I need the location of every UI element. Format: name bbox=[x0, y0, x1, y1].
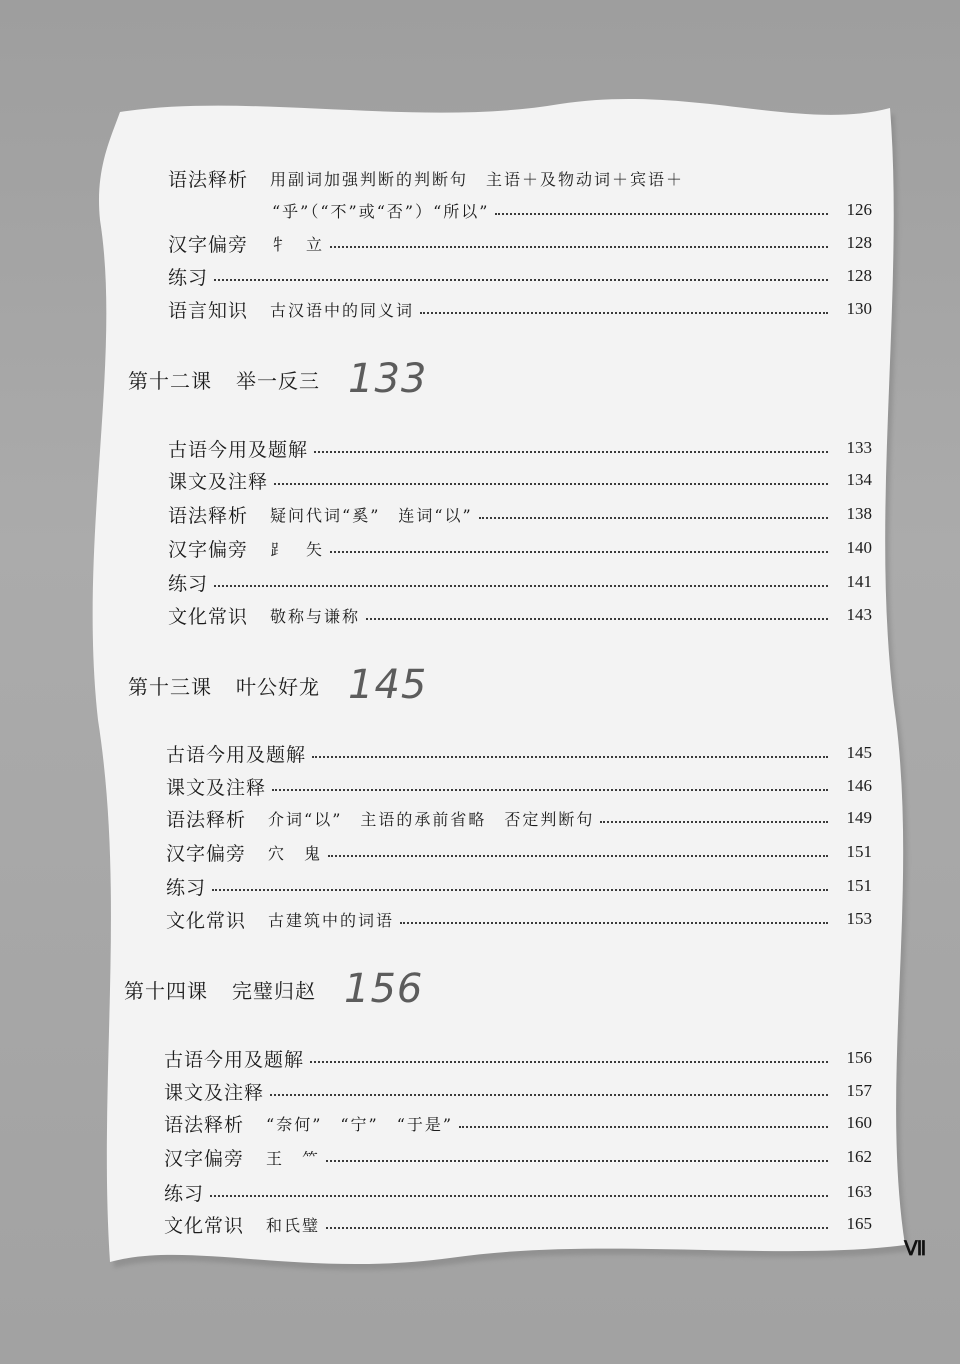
entry-text: 介词“以” 主语的承前省略 否定判断句 bbox=[268, 809, 595, 829]
lesson-heading[interactable] bbox=[128, 356, 427, 402]
toc-entry[interactable] bbox=[166, 803, 872, 833]
entry-category: 练习 bbox=[168, 266, 209, 289]
leader-dots bbox=[314, 451, 828, 453]
entry-category: 古语今用及题解 bbox=[166, 743, 307, 766]
entry-category: 文化常识 bbox=[168, 605, 249, 628]
entry-page: 130 bbox=[846, 299, 872, 318]
leader-dots bbox=[270, 1094, 828, 1096]
entry-page: 128 bbox=[846, 233, 872, 252]
entry-category: 文化常识 bbox=[166, 909, 247, 932]
leader-dots bbox=[459, 1126, 828, 1128]
toc-entry[interactable] bbox=[166, 871, 872, 901]
entry-page: 153 bbox=[846, 909, 872, 928]
toc-entry[interactable] bbox=[168, 499, 872, 529]
toc-entry[interactable] bbox=[168, 433, 872, 463]
entry-page: 145 bbox=[846, 743, 872, 762]
entry-page: 156 bbox=[846, 1048, 872, 1067]
entry-text: 古汉语中的同义词 bbox=[270, 300, 415, 320]
leader-dots bbox=[210, 1195, 828, 1197]
entry-text: “乎”（“不”或“否”）“所以” bbox=[272, 201, 490, 221]
entry-page: 133 bbox=[846, 438, 872, 457]
leader-dots bbox=[400, 922, 828, 924]
leader-dots bbox=[214, 279, 828, 281]
entry-text: 敬称与谦称 bbox=[270, 606, 361, 626]
handwritten-page-number: 133 bbox=[348, 356, 428, 402]
toc-entry[interactable] bbox=[168, 533, 872, 563]
entry-page: 134 bbox=[846, 470, 872, 489]
toc-entry[interactable] bbox=[166, 837, 872, 867]
toc-entry[interactable] bbox=[168, 261, 872, 291]
entry-page: 140 bbox=[846, 538, 872, 557]
entry-page: 149 bbox=[846, 808, 872, 827]
entry-page: 146 bbox=[846, 776, 872, 795]
entry-category: 语法释析 bbox=[166, 808, 247, 831]
lesson-number: 第十四课 bbox=[124, 978, 208, 1003]
entry-category: 练习 bbox=[164, 1182, 205, 1205]
leader-dots bbox=[274, 483, 828, 485]
entry-category: 练习 bbox=[168, 572, 209, 595]
leader-dots bbox=[326, 1160, 828, 1162]
toc-entry[interactable] bbox=[164, 1177, 872, 1207]
entry-category: 语法释析 bbox=[168, 168, 249, 191]
entry-category: 语言知识 bbox=[168, 299, 249, 322]
toc-entry[interactable] bbox=[166, 771, 872, 801]
entry-page: 141 bbox=[846, 572, 872, 591]
entry-page: 163 bbox=[846, 1182, 872, 1201]
leader-dots bbox=[479, 517, 828, 519]
toc-entry[interactable] bbox=[272, 195, 872, 225]
leader-dots bbox=[310, 1061, 828, 1063]
handwritten-page-number: 156 bbox=[344, 966, 424, 1012]
lesson-name: 叶公好龙 bbox=[236, 674, 320, 699]
lesson-heading[interactable] bbox=[124, 966, 423, 1012]
leader-dots bbox=[330, 551, 828, 553]
entry-category: 课文及注释 bbox=[166, 776, 267, 799]
toc-entry[interactable] bbox=[164, 1108, 872, 1138]
entry-page: 165 bbox=[846, 1214, 872, 1233]
entry-text: 穴 鬼 bbox=[268, 843, 323, 863]
entry-page: 160 bbox=[846, 1113, 872, 1132]
entry-category: 汉字偏旁 bbox=[168, 233, 249, 256]
entry-text: 古建筑中的词语 bbox=[268, 910, 395, 930]
entry-page: 143 bbox=[846, 605, 872, 624]
leader-dots bbox=[212, 889, 828, 891]
leader-dots bbox=[326, 1227, 828, 1229]
entry-category: 练习 bbox=[166, 876, 207, 899]
toc-entry[interactable] bbox=[168, 163, 868, 193]
leader-dots bbox=[328, 855, 828, 857]
lesson-heading[interactable] bbox=[128, 662, 427, 708]
entry-text: 用副词加强判断的判断句 主语＋及物动词＋宾语＋ bbox=[270, 169, 685, 189]
entry-category: 古语今用及题解 bbox=[164, 1048, 305, 1071]
leader-dots bbox=[272, 789, 828, 791]
entry-page: 126 bbox=[846, 200, 872, 219]
entry-category: 汉字偏旁 bbox=[164, 1147, 245, 1170]
page-number: Ⅶ bbox=[904, 1238, 925, 1260]
toc-entry[interactable] bbox=[164, 1142, 872, 1172]
handwritten-page-number: 145 bbox=[348, 662, 428, 708]
entry-category: 语法释析 bbox=[168, 504, 249, 527]
leader-dots bbox=[312, 756, 828, 758]
toc-entry[interactable] bbox=[164, 1043, 872, 1073]
toc-entry[interactable] bbox=[164, 1076, 872, 1106]
leader-dots bbox=[600, 821, 828, 823]
entry-page: 162 bbox=[846, 1147, 872, 1166]
entry-text: “奈何” “宁” “于是” bbox=[266, 1114, 454, 1134]
entry-text: 和氏璧 bbox=[266, 1215, 321, 1235]
entry-page: 128 bbox=[846, 266, 872, 285]
toc-entry[interactable] bbox=[168, 600, 872, 630]
entry-category: 古语今用及题解 bbox=[168, 438, 309, 461]
entry-category: 语法释析 bbox=[164, 1113, 245, 1136]
entry-page: 151 bbox=[846, 876, 872, 895]
entry-category: 汉字偏旁 bbox=[166, 842, 247, 865]
entry-text: 疑问代词“奚” 连词“以” bbox=[270, 505, 473, 525]
leader-dots bbox=[495, 213, 828, 215]
entry-page: 157 bbox=[846, 1081, 872, 1100]
leader-dots bbox=[366, 618, 828, 620]
toc-entry[interactable] bbox=[168, 228, 872, 258]
entry-category: 课文及注释 bbox=[168, 470, 269, 493]
lesson-number: 第十三课 bbox=[128, 674, 212, 699]
lesson-name: 完璧归赵 bbox=[232, 978, 316, 1003]
entry-page: 138 bbox=[846, 504, 872, 523]
lesson-name: 举一反三 bbox=[236, 368, 320, 393]
toc-entry[interactable] bbox=[166, 738, 872, 768]
entry-category: 文化常识 bbox=[164, 1214, 245, 1237]
entry-category: 课文及注释 bbox=[164, 1081, 265, 1104]
lesson-number: 第十二课 bbox=[128, 368, 212, 393]
leader-dots bbox=[420, 312, 828, 314]
entry-page: 151 bbox=[846, 842, 872, 861]
entry-category: 汉字偏旁 bbox=[168, 538, 249, 561]
entry-text: 牜 立 bbox=[270, 234, 325, 254]
toc-entry[interactable] bbox=[168, 294, 872, 324]
toc-entry[interactable] bbox=[166, 904, 872, 934]
toc-entry[interactable] bbox=[168, 465, 872, 495]
leader-dots bbox=[330, 246, 828, 248]
entry-text: ⻊ 矢 bbox=[270, 539, 325, 559]
entry-text: 王 ⺮ bbox=[266, 1148, 321, 1168]
toc-entry[interactable] bbox=[168, 567, 872, 597]
leader-dots bbox=[214, 585, 828, 587]
toc-entry[interactable] bbox=[164, 1209, 872, 1239]
